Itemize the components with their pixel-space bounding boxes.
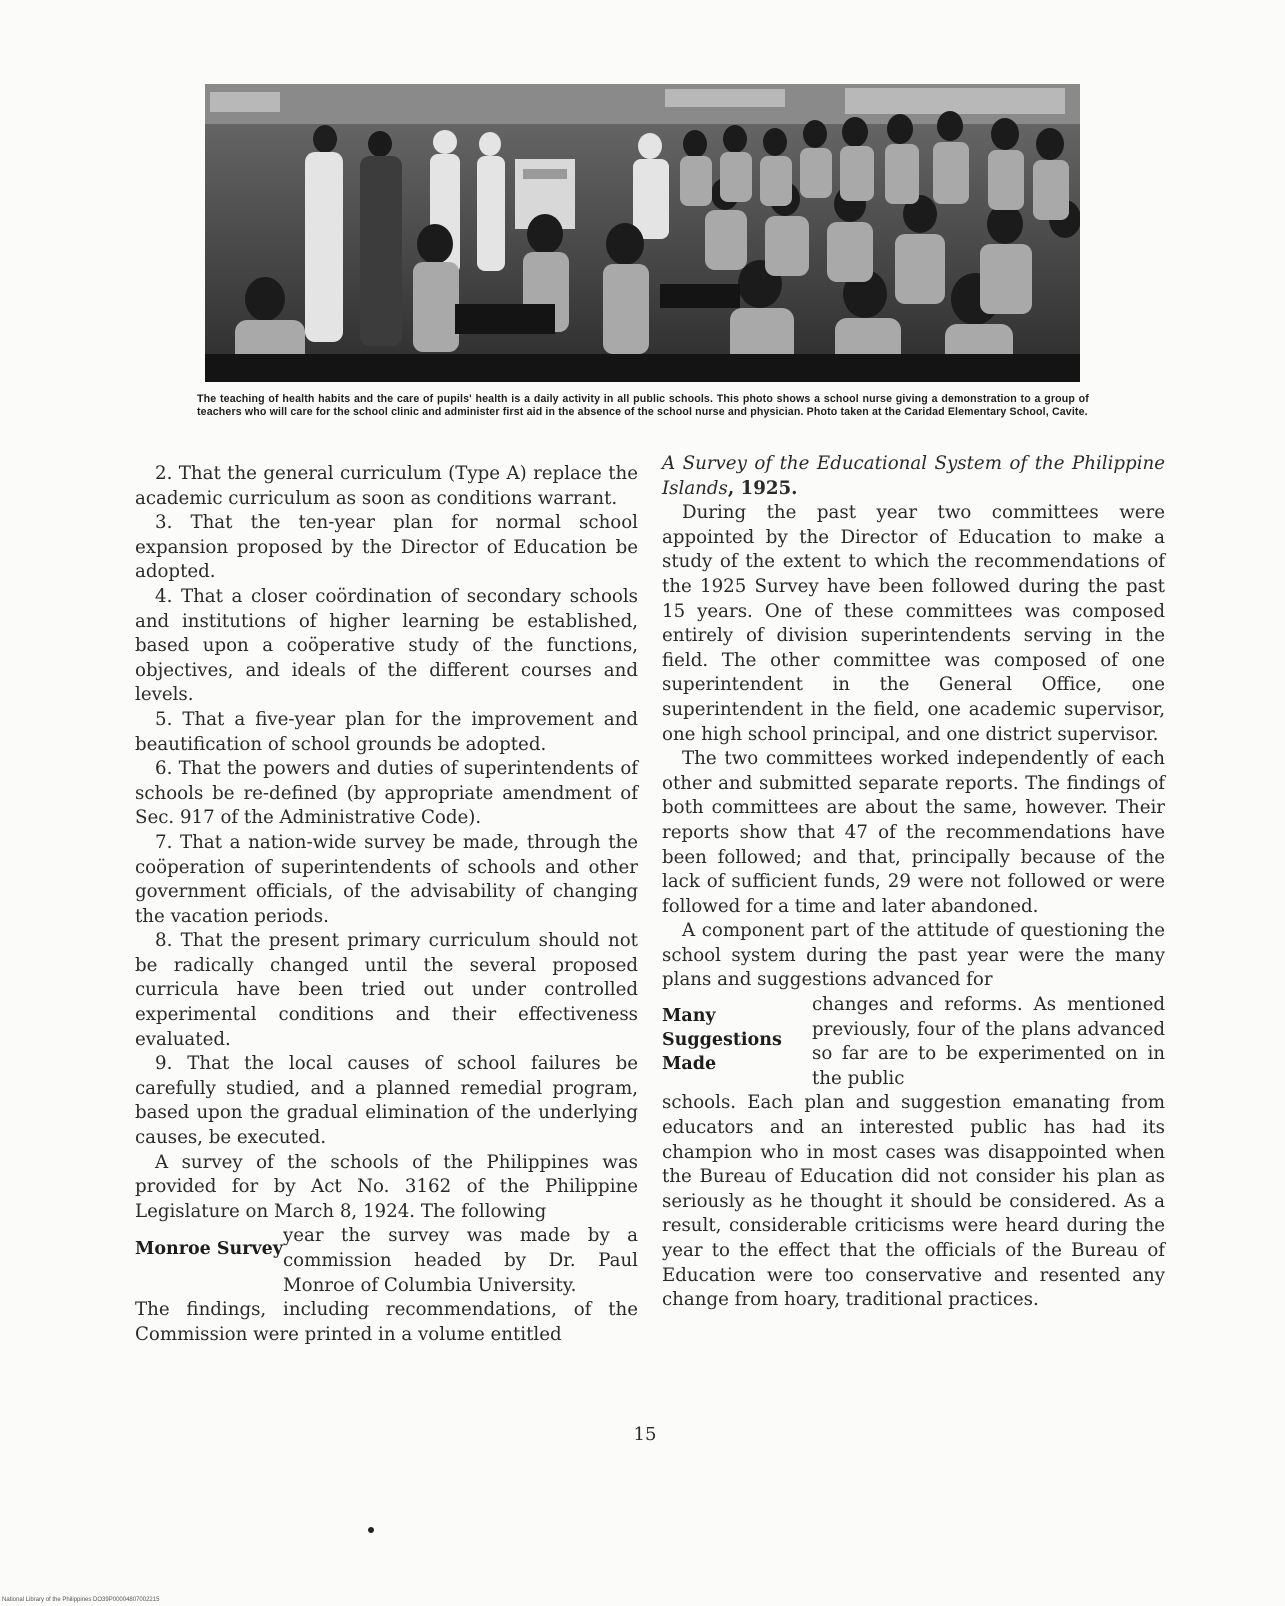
left-column — [135, 462, 638, 1347]
findings-reports-paragraph: The two committees worked independently of each other and submitted separate reports. The findings of both committees are about the same, however. Their reports show that 47 of the recommendations have been followed; and that, principally because of the lack of sufficient funds, 29 were not followed or were followed for a time and later abandoned. — [662, 748, 1165, 917]
criticisms-paragraph: schools. Each plan and suggestion emanating from educators and an interested public has had its champion who in most cases was disappointed when the Bureau of Education did not consider his plan as seriously as he thought it should be considered. As a result, considerable criticisms were heard during the year to the effect that the officials of the Bureau of Education were too conservative and resented any change from hoary, traditional practices. — [662, 1092, 1165, 1311]
survey-title-line — [662, 452, 1165, 501]
recommendation-8: 8. That the present primary curriculum should not be radically changed until the several proposed curricula have been tried out under controlled experimental conditions and their effectiveness evaluated. — [135, 930, 638, 1050]
recommendation-3: 3. That the ten-year plan for normal school expansion proposed by the Director of Education be adopted. — [135, 512, 638, 583]
survey-book-title: A Survey of the Educational System of the Philippine Islands — [662, 453, 1165, 499]
survey-paragraph: A survey of the schools of the Philippines was provided for by Act No. 3162 of the Philippine Legislature on March 8, 1924. The following — [135, 1151, 638, 1222]
monroe-survey-text: year the survey was made by a commission headed by Dr. Paul Monroe of Columbia University. — [283, 1225, 638, 1296]
side-heading-many-suggestions: Many Suggestions Made — [662, 1006, 782, 1075]
recommendation-9: 9. That the local causes of school failures be carefully studied, and a planned remedial program, based upon the gradual elimination of the underlying causes, be executed. — [135, 1053, 638, 1149]
survey-book-year: , 1925. — [727, 477, 798, 499]
many-suggestions-text: changes and reforms. As mentioned previously, four of the plans advanced so far are to be experimented on in the public — [812, 994, 1165, 1089]
questioning-paragraph: A component part of the attitude of questioning the school system during the past year were the many plans and suggestions advanced for — [662, 920, 1165, 991]
committees-paragraph: During the past year two committees were appointed by the Director of Education to make a study of the extent to which the recommendations of the 1925 Survey have been followed during the past 15 years. One of these committees was composed entirely of division superintendents serving in the field. The other committee was composed of one superintendent in the General Office, one superintendent in the field, one academic supervisor, one high school principal, and one district supervisor. — [662, 502, 1165, 745]
right-column — [662, 452, 1165, 1313]
ink-dot — [368, 1527, 374, 1533]
school-nurse-demonstration-photo — [205, 84, 1080, 382]
recommendation-4: 4. That a closer coördination of secondary schools and institutions of higher learning be established, based upon a coöperative study of the functions, objectives, and ideals of the different courses and levels. — [135, 585, 638, 706]
recommendation-5: 5. That a five-year plan for the improvement and beautification of school grounds be adopted. — [135, 708, 638, 755]
photo-illustration — [205, 84, 1080, 382]
monroe-survey-block — [135, 1224, 638, 1298]
scan-footer: National Library of the Philippines DO39P00004807002215 — [2, 1597, 160, 1603]
side-heading-monroe-survey: Monroe Survey — [135, 1239, 283, 1260]
recommendation-6: 6. That the powers and duties of superintendents of schools be re-defined (by appropriate amendment of Sec. 917 of the Administrative Code). — [135, 758, 638, 829]
recommendation-7: 7. That a nation-wide survey be made, through the coöperation of superintendents of schools and other government officials, of the advisability of changing the vacation periods. — [135, 831, 638, 927]
photo-caption: The teaching of health habits and the care of pupils' health is a daily activity in all public schools. This photo shows a school nurse giving a demonstration to a group of teachers who will care for the school clinic and administer first aid in the absence of the school nurse and physician. Photo taken at the Caridad Elementary School, Cavite. — [197, 393, 1089, 418]
findings-paragraph: The findings, including recommendations, of the Commission were printed in a volume entitled — [135, 1299, 638, 1345]
recommendation-2: 2. That the general curriculum (Type A) replace the academic curriculum as soon as conditions warrant. — [135, 463, 638, 509]
many-suggestions-block — [662, 993, 1165, 1091]
page-number: 15 — [633, 1424, 657, 1445]
